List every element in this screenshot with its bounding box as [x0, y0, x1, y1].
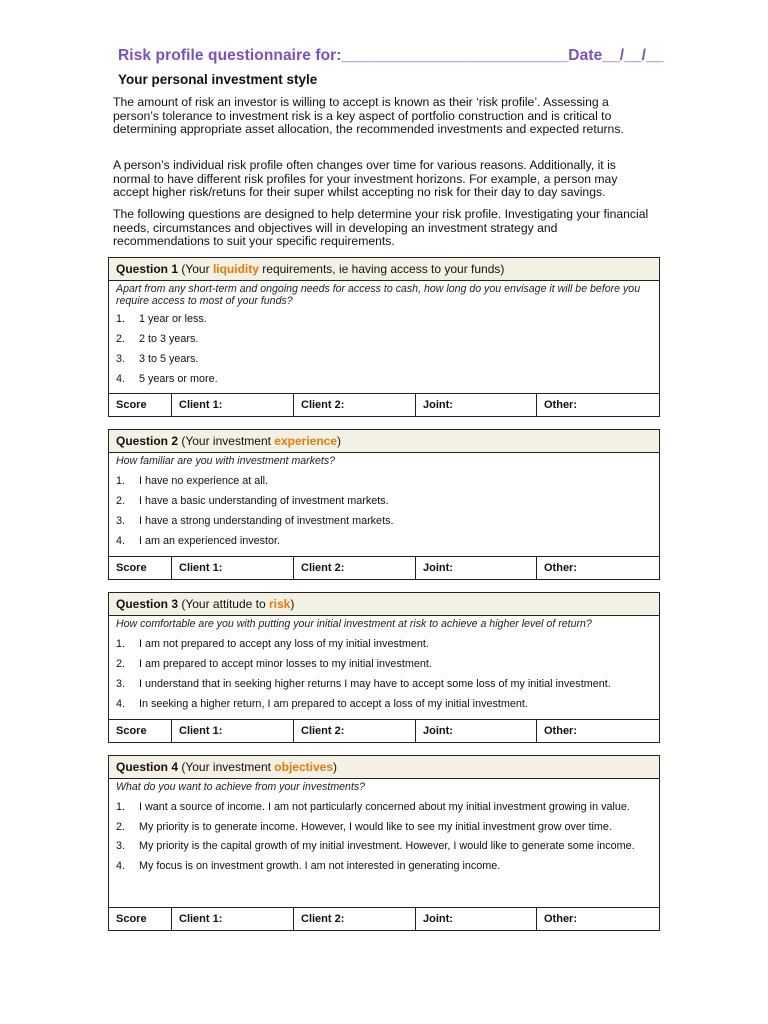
- question-3-option-4[interactable]: 4. In seeking a higher return, I am prepared to accept a loss of my initial investment.: [116, 698, 528, 710]
- question-2-score-row: [109, 556, 659, 579]
- question-1-option-2[interactable]: 2. 2 to 3 years.: [116, 333, 199, 345]
- question-2-post: ): [337, 434, 342, 448]
- client-1-score-field[interactable]: Client 1:: [172, 720, 294, 742]
- other-score-field[interactable]: Other:: [544, 725, 577, 737]
- question-1-option-1[interactable]: 1. 1 year or less.: [116, 313, 207, 325]
- question-1-option-3[interactable]: 3. 3 to 5 years.: [116, 353, 199, 365]
- question-1-header: [109, 258, 659, 281]
- question-4-post: ): [333, 760, 337, 774]
- question-3-box: [108, 592, 660, 743]
- question-3-option-2[interactable]: 2. I am prepared to accept minor losses to my initial investment.: [116, 658, 432, 670]
- question-3-header: [109, 593, 659, 616]
- question-4-box: [108, 755, 660, 931]
- other-score-field[interactable]: Other:: [544, 913, 577, 925]
- question-4-option-3[interactable]: 3. My priority is the capital growth of my initial investment. However, I would like to generate some income.: [116, 840, 635, 852]
- question-1-keyword: liquidity: [212, 262, 259, 276]
- client-2-score-field[interactable]: Client 2:: [294, 557, 416, 579]
- score-label: Score: [109, 394, 172, 416]
- question-3-prompt: How comfortable are you with putting your initial investment at risk to achieve a higher level of return?: [116, 618, 592, 630]
- score-label: Score: [109, 908, 172, 930]
- question-2-box: [108, 429, 660, 580]
- score-label: Score: [109, 720, 172, 742]
- question-3-label: Question 3: [116, 597, 179, 611]
- question-1-option-4[interactable]: 4. 5 years or more.: [116, 373, 218, 385]
- question-3-pre: (Your attitude to: [181, 597, 269, 611]
- question-2-header: [109, 430, 659, 453]
- question-1-post: requirements, ie having access to your funds): [258, 262, 505, 276]
- joint-score-field[interactable]: Joint:: [416, 720, 537, 742]
- client-2-score-field[interactable]: Client 2:: [294, 720, 416, 742]
- question-2-option-3[interactable]: 3. I have a strong understanding of investment markets.: [116, 515, 394, 527]
- question-2-label: Question 2: [116, 434, 179, 448]
- question-1-score-row: [109, 393, 659, 416]
- question-2-keyword: experience: [274, 434, 338, 448]
- question-3-option-1[interactable]: 1. I am not prepared to accept any loss of my initial investment.: [116, 638, 429, 650]
- joint-score-field[interactable]: Joint:: [416, 908, 537, 930]
- question-3-keyword: risk: [268, 597, 291, 611]
- intro-paragraph-1: The amount of risk an investor is willing to accept is known as their ‘risk profile’. Assessing a person’s tolerance to investment risk is a key aspect of portfolio construction and is critical to determining appropriate asset allocation, the recommended investments and expected returns.: [113, 95, 624, 136]
- other-score-field[interactable]: Other:: [544, 562, 577, 574]
- client-1-score-field[interactable]: Client 1:: [172, 557, 294, 579]
- score-label: Score: [109, 557, 172, 579]
- client-2-score-field[interactable]: Client 2:: [294, 394, 416, 416]
- question-1-box: [108, 257, 660, 417]
- question-4-prompt: What do you want to achieve from your investments?: [116, 781, 366, 793]
- intro-paragraph-2: A person’s individual risk profile often changes over time for various reasons. Additionally, it is normal to have different risk profiles for your investment horizons. For example, a person may accept higher risk/retuns for their super whilst accepting no risk for their day to day savings.: [113, 158, 618, 199]
- question-2-prompt: How familiar are you with investment markets?: [116, 455, 336, 467]
- question-4-pre: (Your investment: [181, 760, 275, 774]
- question-4-header: [109, 756, 659, 779]
- question-3-score-row: [109, 719, 659, 742]
- client-1-score-field[interactable]: Client 1:: [172, 394, 294, 416]
- section-subtitle: Your personal investment style: [118, 72, 318, 87]
- question-2-option-2[interactable]: 2. I have a basic understanding of investment markets.: [116, 495, 389, 507]
- joint-score-field[interactable]: Joint:: [416, 557, 537, 579]
- question-1-label: Question 1: [116, 262, 179, 276]
- question-2-pre: (Your investment: [181, 434, 275, 448]
- joint-score-field[interactable]: Joint:: [416, 394, 537, 416]
- question-1-prompt: Apart from any short-term and ongoing needs for access to cash, how long do you envisage it will be before you require access to most of your funds?: [116, 283, 641, 307]
- question-4-option-1[interactable]: 1. I want a source of income. I am not particularly concerned about my initial investment growing in value.: [116, 801, 630, 813]
- question-1-pre: (Your: [181, 262, 213, 276]
- client-2-score-field[interactable]: Client 2:: [294, 908, 416, 930]
- question-4-keyword: objectives: [274, 760, 333, 774]
- question-4-option-2[interactable]: 2. My priority is to generate income. However, I would like to see my initial investment grow over time.: [116, 821, 612, 833]
- question-2-option-4[interactable]: 4. I am an experienced investor.: [116, 535, 281, 547]
- question-3-option-3[interactable]: 3. I understand that in seeking higher returns I may have to accept some loss of my initial investment.: [116, 678, 611, 690]
- intro-paragraph-3: The following questions are designed to help determine your risk profile. Investigating your financial needs, circumstances and objectives will in developing an investment strategy and recommendations to suit your specific requirements.: [113, 207, 649, 248]
- question-2-option-1[interactable]: 1. I have no experience at all.: [116, 475, 269, 487]
- question-4-score-row: [109, 907, 659, 930]
- question-4-option-4[interactable]: 4. My focus is on investment growth. I am not interested in generating income.: [116, 860, 501, 872]
- question-4-label: Question 4: [116, 760, 179, 774]
- question-3-post: ): [290, 597, 295, 611]
- other-score-field[interactable]: Other:: [544, 399, 577, 411]
- document-title: Risk profile questionnaire for:__________________________Date__/__/__: [118, 47, 664, 64]
- client-1-score-field[interactable]: Client 1:: [172, 908, 294, 930]
